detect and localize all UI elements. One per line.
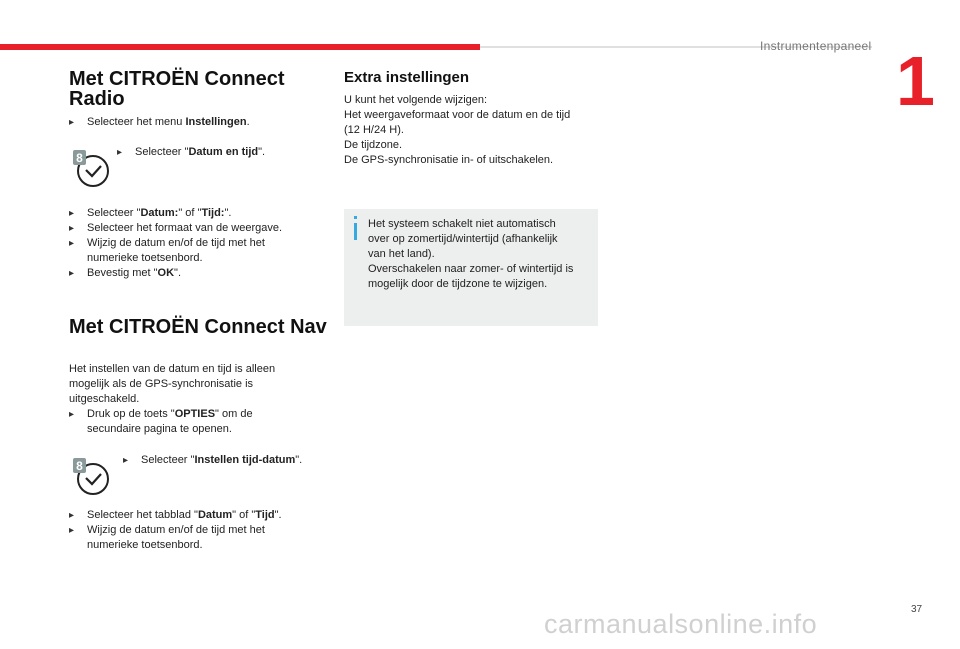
radio-step: ▸ Selecteer het formaat van de weergave. — [69, 222, 283, 234]
nav-intro: Het instellen van de datum en tijd is alleen mogelijk als de GPS-synchronisatie is uitgeschakeld. ▸ Druk op de toets "OPTIES" om de secundaire pagina te openen. — [69, 362, 329, 437]
section-label: Instrumentenpaneel — [760, 39, 872, 53]
header-red-bar — [0, 44, 480, 50]
extra-settings-text: U kunt het volgende wijzigen: Het weergaveformaat voor de datum en de tijd (12 H/24 H). De tijdzone. De GPS-synchronisatie in- of uitschakelen. — [344, 94, 571, 166]
nav-step: ▸ Wijzig de datum en/of de tijd met het numerieke toetsenbord. — [69, 524, 265, 551]
radio-step: ▸ Wijzig de datum en/of de tijd met het numerieke toetsenbord. — [69, 237, 265, 264]
extra-settings-title: Extra instellingen — [344, 69, 470, 86]
nav-step-opties: ▸ Druk op de toets "OPTIES" om de secundaire pagina te openen. — [69, 408, 253, 435]
watermark: carmanualsonline.info — [544, 609, 818, 639]
bullet-arrow-icon: ▸ — [117, 147, 123, 158]
nav-step: ▸ Selecteer het tabblad "Datum" of "Tijd". — [69, 509, 282, 521]
settings-icon — [73, 150, 111, 188]
bullet-arrow-icon: ▸ — [69, 268, 75, 279]
nav-title: Met CITROËN Connect Nav — [69, 316, 327, 338]
bullet-arrow-icon: ▸ — [69, 117, 75, 128]
radio-step: ▸ Selecteer "Datum:" of "Tijd:". — [69, 207, 232, 219]
radio-steps-list — [69, 206, 309, 281]
settings-icon — [73, 458, 111, 496]
bullet-arrow-icon: ▸ — [69, 238, 75, 249]
nav-steps-list — [69, 508, 329, 553]
nav-step-set-time-date: ▸ Selecteer "Instellen tijd-datum". — [123, 454, 303, 466]
bullet-arrow-icon: ▸ — [69, 223, 75, 234]
info-icon — [354, 216, 357, 219]
page-number: 37 — [911, 604, 923, 615]
chapter-number: 1 — [896, 42, 935, 120]
radio-title: Met CITROËN Connect Radio — [69, 68, 285, 110]
bullet-arrow-icon: ▸ — [69, 525, 75, 536]
radio-step: ▸ Bevestig met "OK". — [69, 267, 182, 279]
radio-step-date-time: ▸ Selecteer "Datum en tijd". — [117, 146, 266, 158]
bullet-arrow-icon: ▸ — [123, 455, 129, 466]
svg-text:8: 8 — [76, 459, 83, 473]
svg-text:8: 8 — [76, 151, 83, 165]
info-note-text: Het systeem schakelt niet automatisch over op zomertijd/wintertijd (afhankelijk van het land). Overschakelen naar zomer- of wintertijd is mogelijk door de tijdzone te wijzigen. — [368, 218, 574, 290]
bullet-arrow-icon: ▸ — [69, 208, 75, 219]
bullet-arrow-icon: ▸ — [69, 409, 75, 420]
info-note — [344, 209, 598, 326]
info-icon-bar — [354, 223, 357, 240]
radio-step-menu: ▸ Selecteer het menu Instellingen. — [69, 116, 250, 128]
bullet-arrow-icon: ▸ — [69, 510, 75, 521]
